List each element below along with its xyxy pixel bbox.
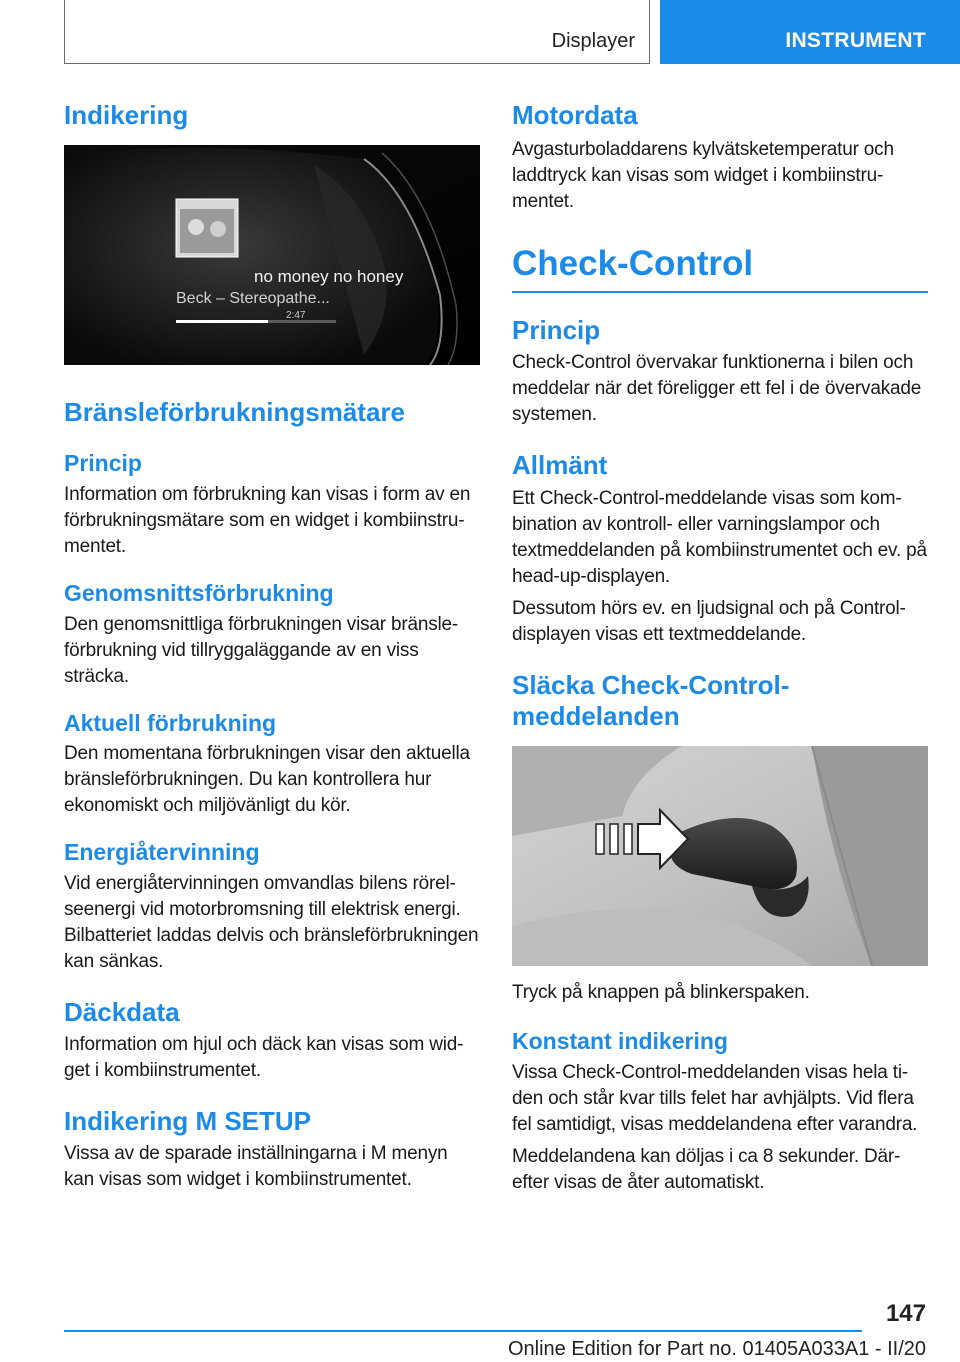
heading-energiatervinning: Energiåtervinning bbox=[64, 839, 260, 866]
text-dackdata: Information om hjul och däck kan visas som widget i kombiinstrumentet. bbox=[64, 1033, 464, 1081]
header-chapter-title: INSTRUMENT bbox=[785, 29, 926, 52]
heading-indikering-m-setup: Indikering M SETUP bbox=[64, 1105, 312, 1136]
text-allmant-2: Dessutom hörs ev. en ljudsignal och på Control-displayen visas ett textmeddelande. bbox=[512, 597, 906, 645]
text-motordata: Avgasturboladdarens kylvätsketemperatur och laddtryck kan visas som widget i kombiinstrumentet. bbox=[512, 139, 894, 213]
heading-aktuell-forbrukning: Aktuell förbrukning bbox=[64, 709, 277, 736]
heading-dackdata: Däckdata bbox=[64, 996, 180, 1027]
footer-edition-text: Online Edition for Part no. 01405A033A1 - II/20 bbox=[507, 1338, 926, 1360]
heading-genomsnittsforbrukning: Genomsnittsförbrukning bbox=[64, 579, 334, 606]
heading-motordata: Motordata bbox=[512, 100, 638, 130]
text-slacka-check-control: Tryck på knappen på blinkerspaken. bbox=[512, 981, 810, 1003]
instrument-cluster-illustration bbox=[64, 145, 480, 365]
media-song-title: no money no honey bbox=[254, 267, 404, 287]
heading-bransleforbrukningsmatare: Bränsleförbrukningsmätare bbox=[64, 397, 405, 428]
header-section-title: Displayer bbox=[551, 30, 635, 52]
footer-divider bbox=[64, 1330, 862, 1332]
right-column bbox=[512, 100, 928, 1196]
text-konstant-indikering-1: Vissa Check-Control-meddelanden visas hela tiden och står kvar tills felet har avhjälpts. Vid flera fel samtidigt, visas meddelandena efter varandra. bbox=[512, 1061, 918, 1135]
heading-konstant-indikering: Konstant indikering bbox=[512, 1027, 728, 1054]
heading-check-control: Check-Control bbox=[512, 243, 928, 293]
figure-instrument-cluster-media bbox=[64, 145, 480, 365]
heading-princip-right: Princip bbox=[512, 315, 601, 346]
text-energiatervinning: Vid energiåtervinningen omvandlas bilens rörelseenergi vid motorbromsning till elektrisk energi. Bilbatteriet laddas delvis och bränsleförbrukningen kan sänkas. bbox=[64, 872, 479, 972]
heading-princip-left: Princip bbox=[64, 450, 142, 477]
text-princip-right: Check-Control övervakar funktionerna i bilen och meddelar när det föreligger ett fel i de övervakade systemen. bbox=[512, 352, 922, 426]
left-column bbox=[64, 100, 480, 1193]
text-allmant-1: Ett Check-Control-meddelande visas som kombination av kontroll- eller varningslampor och textmeddelanden på kombiinstrumentet och ev. på head-up-displayen. bbox=[512, 487, 927, 587]
page-number: 147 bbox=[885, 1300, 926, 1327]
text-princip-left: Information om förbrukning kan visas i form av en förbrukningsmätare som en widget i kombiinstrumentet. bbox=[64, 483, 471, 557]
media-artist: Beck – Stereopathe... bbox=[176, 290, 330, 308]
text-genomsnittsforbrukning: Den genomsnittliga förbrukningen visar bränsleförbrukning vid tillryggaläggande av en viss sträcka. bbox=[64, 613, 459, 687]
figure-turn-signal-lever bbox=[512, 746, 928, 966]
heading-indikering: Indikering bbox=[64, 100, 189, 130]
media-time: 2:47 bbox=[286, 310, 306, 322]
header-chapter-tab bbox=[660, 0, 960, 64]
text-aktuell-forbrukning: Den momentana förbrukningen visar den aktuella bränsleförbrukningen. Du kan kontrollera hur ekonomiskt och miljövänligt du kör. bbox=[64, 743, 470, 817]
header-section-box bbox=[64, 0, 650, 64]
turn-signal-lever-illustration bbox=[512, 746, 928, 966]
heading-slacka-check-control: Släcka Check-Control-meddelanden bbox=[512, 669, 790, 731]
heading-allmant: Allmänt bbox=[512, 450, 608, 481]
text-indikering-m-setup: Vissa av de sparade inställningarna i M menyn kan visas som widget i kombiinstrumentet. bbox=[64, 1143, 448, 1191]
text-konstant-indikering-2: Meddelandena kan döljas i ca 8 sekunder. Därefter visas de åter automatiskt. bbox=[512, 1145, 901, 1193]
